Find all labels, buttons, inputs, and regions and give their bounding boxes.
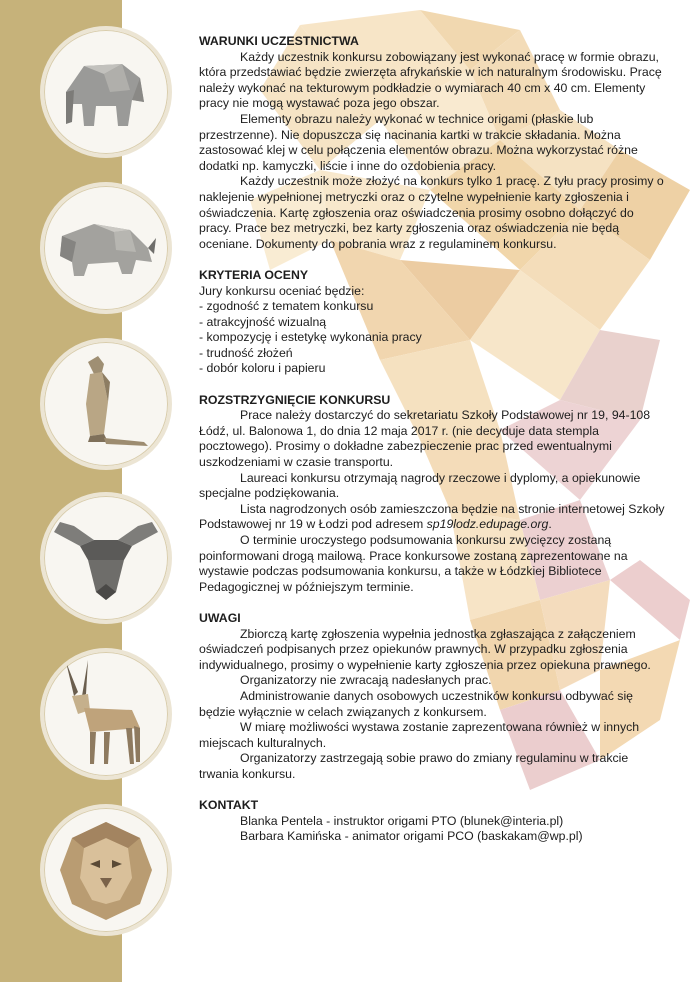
meerkat-medallion: [40, 338, 172, 470]
contact-line: Barbara Kamińska - animator origami PCO (baskakam@wp.pl): [240, 829, 583, 844]
rozstrzygniecie-paragraph-1: Prace należy dostarczyć do sekretariatu Szkoły Podstawowej nr 19, 94-108 Łódź, ul. Balonowa 1, do dnia 12 maja 2017 r. (nie decyduje data stempla pocztowego). Prosimy o dokładne zabezpieczenie prac przed ewentualnymi uszkodzeniami w czasie transportu.: [199, 408, 651, 470]
regulations-text: [199, 34, 669, 845]
uwagi-paragraph-2: Organizatorzy nie zwracają nadesłanych prac.: [240, 673, 492, 688]
kryteria-intro: Jury konkursu oceniać będzie:: [199, 283, 365, 298]
list-item: - zgodność z tematem konkursu: [199, 299, 374, 314]
list-item: - dobór koloru i papieru: [199, 361, 326, 376]
contact-line: Blanka Pentela - instruktor origami PTO (blunek@interia.pl): [240, 813, 564, 828]
section-heading-warunki: WARUNKI UCZESTNICTWA: [199, 34, 359, 48]
rhino-icon: [44, 186, 168, 310]
warunki-paragraph-1: Każdy uczestnik konkursu zobowiązany jest wykonać pracę w formie obrazu, która przedstawiać będzie zwierzęta afrykańskie w ich naturalnym środowisku. Pracę należy wykonać na tekturowym podkładzie o wymiarach 40 cm x 40 cm. Elementy pracy nie mogą wystawać poza jego obszar.: [199, 49, 662, 111]
uwagi-paragraph-5: Organizatorzy zastrzegają sobie prawo do zmiany regulaminu w trakcie trwania konkursu.: [199, 751, 629, 781]
rozstrzygniecie-paragraph-2: Laureaci konkursu otrzymają nagrody rzeczowe i dyplomy, a opiekunowie specjalne podziękowania.: [199, 470, 641, 501]
paragraph-end: .: [548, 517, 552, 532]
elephant-medallion: [40, 26, 172, 158]
buffalo-medallion: [40, 492, 172, 624]
list-item: - atrakcyjność wizualną: [199, 314, 327, 329]
section-heading-rozstrzygniecie: ROZSTRZYGNIĘCIE KONKURSU: [199, 392, 391, 407]
elephant-icon: [44, 30, 168, 154]
buffalo-icon: [44, 496, 168, 620]
lion-icon: [44, 808, 168, 932]
uwagi-paragraph-1: Zbiorczą kartę zgłoszenia wypełnia jednostka zgłaszająca z załączeniem oświadczeń podpisanych przez opiekunów prawnych. W przypadku zgłoszenia indywidualnego, prosimy o wypełnienie karty zgłoszenia przez opiekuna prawnego.: [199, 626, 651, 672]
uwagi-paragraph-3: Administrowanie danych osobowych uczestników konkursu odbywać się będzie wyłącznie w celach związanych z konkursem.: [199, 688, 634, 719]
list-item: - kompozycję i estetykę wykonania pracy: [199, 330, 422, 345]
warunki-paragraph-3: Każdy uczestnik może złożyć na konkurs tylko 1 pracę. Z tyłu pracy prosimy o naklejenie wypełnionej metryczki oraz o czytelne wypełnienie karty zgłoszenia i oświadczenia. Kartę zgłoszenia oraz oświadczenia prosimy osobno dołączyć do pracy. Prace bez metryczki, bez karty zgłoszenia oraz oświadczenia nie będą oceniane. Dokumenty do pobrania wraz z regulaminem konkursu.: [199, 174, 664, 251]
oryx-medallion: [40, 648, 172, 780]
rhino-medallion: [40, 182, 172, 314]
rozstrzygniecie-paragraph-3: [199, 502, 669, 533]
uwagi-paragraph-4: W miarę możliwości wystawa zostanie zaprezentowana również w innych miejscach kulturalnych.: [199, 720, 640, 750]
paragraph-text: Lista nagrodzonych osób zamieszczona będzie na stronie internetowej Szkoły Podstawowej nr 19 w Łodzi pod adresem: [199, 501, 665, 532]
warunki-paragraph-2: Elementy obrazu należy wykonać w technice origami (płaskie lub przestrzenne). Nie dopuszcza się nacinania kartki w trakcie składania. Można zastosować klej w celu połączenia elementów obrazu. Można wykorzystać różne dodatki np. kamyczki, liście i inne do ozdobienia pracy.: [199, 111, 638, 173]
rozstrzygniecie-paragraph-4: O terminie uroczystego podsumowania konkursu zwycięzcy zostaną poinformowani drogą mailową. Prace konkursowe zostaną zaprezentowane na wystawie podczas podsumowania konkursu, a także w Łódzkiej Bibliotece Pedagogicznej w późniejszym terminie.: [199, 533, 628, 594]
meerkat-icon: [44, 342, 168, 466]
section-heading-kontakt: KONTAKT: [199, 798, 259, 813]
section-heading-kryteria: KRYTERIA OCENY: [199, 267, 309, 282]
list-item: - trudność złożeń: [199, 345, 293, 360]
section-heading-uwagi: UWAGI: [199, 610, 241, 625]
lion-medallion: [40, 804, 172, 936]
oryx-icon: [44, 652, 168, 776]
website-link[interactable]: sp19lodz.edupage.org: [426, 517, 549, 532]
